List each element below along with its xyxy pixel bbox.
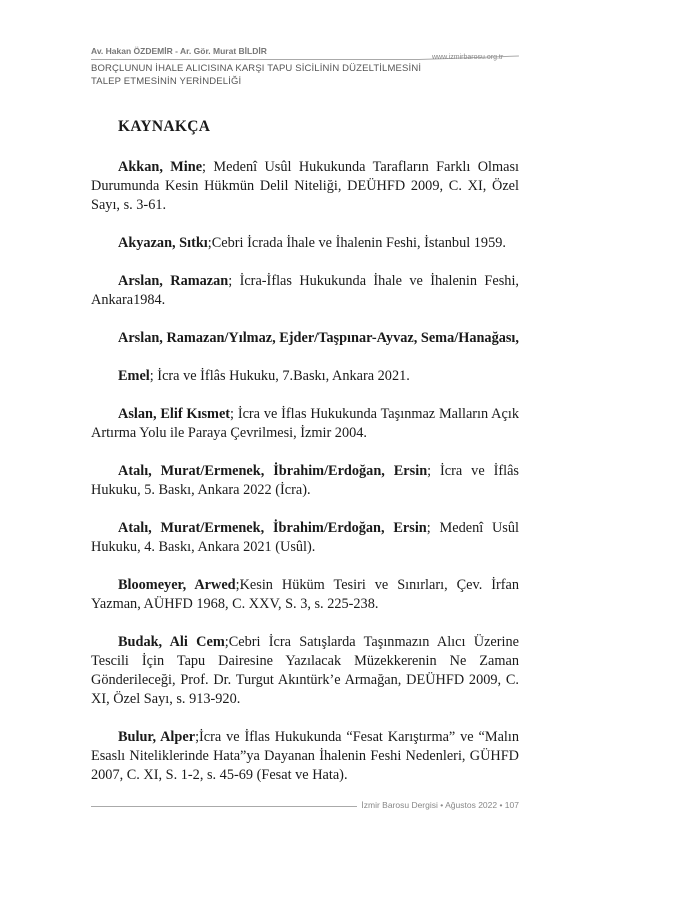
bibliography-entry — [91, 462, 519, 500]
entry-text: ;Cebri İcrada İhale ve İhalenin Feshi, İstanbul 1959. — [207, 235, 506, 251]
entry-author: Akkan, Mine — [118, 159, 203, 175]
bibliography-entry — [91, 576, 519, 614]
entry-text: ; İcra-İflas Hukukunda İhale ve İhalenin Feshi, Ankara1984. — [91, 273, 519, 308]
bibliography-entry — [91, 158, 519, 215]
entry-text: ;Kesin Hüküm Tesiri ve Sınırları, Çev. İrfan Yazman, AÜHFD 1968, C. XXV, S. 3, s. 225-238. — [91, 577, 519, 612]
entry-author: Akyazan, Sıtkı — [118, 235, 208, 251]
bibliography — [91, 118, 519, 804]
header-article-title: BORÇLUNUN İHALE ALICISINA KARŞI TAPU SİCİLİNİN DÜZELTİLMESİNİ TALEP ETMESİNİN YERİNDELİĞİ — [91, 63, 422, 87]
entry-author: Bulur, Alper — [118, 729, 196, 745]
header-divider — [91, 59, 419, 60]
entry-author: Arslan, Ramazan/Yılmaz, Ejder/Taşpınar-Ayvaz, Sema/Hanağası, — [118, 330, 519, 346]
entry-text: ; İcra ve İflâs Hukuku, 5. Baskı, Ankara 2022 (İcra). — [91, 463, 519, 498]
entry-author: Budak, Ali Cem — [118, 634, 225, 650]
header-authors: Av. Hakan ÖZDEMİR - Ar. Gör. Murat BİLDİR — [91, 46, 267, 56]
header-url: www.izmirbarosu.org.tr — [432, 54, 504, 61]
entry-text: ; İcra ve İflâs Hukuku, 7.Baskı, Ankara 2021. — [149, 368, 410, 384]
section-title: KAYNAKÇA — [118, 118, 211, 135]
entry-author: Aslan, Elif Kısmet — [118, 406, 231, 422]
bibliography-entry — [91, 367, 519, 386]
footer-journal-page: İzmir Barosu Dergisi • Ağustos 2022 • 107 — [357, 800, 519, 810]
bibliography-entry — [91, 633, 519, 709]
bibliography-entry — [91, 728, 519, 785]
entry-text: ; Medenî Usûl Hukukunda Tarafların Farklı Olması Durumunda Kesin Hükmün Delil Niteliği, DEÜHFD 2009, C. XI, Özel Sayı, s. 3-61. — [91, 159, 519, 213]
entry-author: Emel — [118, 368, 150, 384]
bibliography-entry — [91, 405, 519, 443]
entry-author: Arslan, Ramazan — [118, 273, 229, 289]
entry-text: ; İcra ve İflas Hukukunda Taşınmaz Malların Açık Artırma Yolu ile Paraya Çevrilmesi, İzmir 2004. — [91, 406, 519, 441]
entry-author: Atalı, Murat/Ermenek, İbrahim/Erdoğan, Ersin — [118, 463, 428, 479]
bibliography-entry — [91, 519, 519, 557]
bibliography-entry — [91, 272, 519, 310]
entry-text: ;İcra ve İflas Hukukunda “Fesat Karıştırma” ve “Malın Esaslı Niteliklerinde Hata”ya Dayanan İhalenin Feshi Nedenleri, GÜHFD 2007, C. XI, S. 1-2, s. 45-69 (Fesat ve Hata). — [91, 729, 520, 783]
entry-text: ; Medenî Usûl Hukuku, 4. Baskı, Ankara 2021 (Usûl). — [91, 520, 519, 555]
entry-text: ;Cebri İcra Satışlarda Taşınmazın Alıcı Üzerine Tescili İçin Tapu Dairesine Yazılacak Müzekkerenin Ne Zaman Gönderileceği, Prof. Dr. Turgut Akıntürk’e Armağan, DEÜHFD 2009, C. XI, Özel Sayı, s. 913-920. — [91, 634, 519, 707]
entry-author: Bloomeyer, Arwed — [118, 577, 236, 593]
bibliography-entry — [91, 234, 519, 253]
bibliography-entry — [91, 329, 519, 348]
entry-author: Atalı, Murat/Ermenek, İbrahim/Erdoğan, Ersin — [118, 520, 427, 536]
